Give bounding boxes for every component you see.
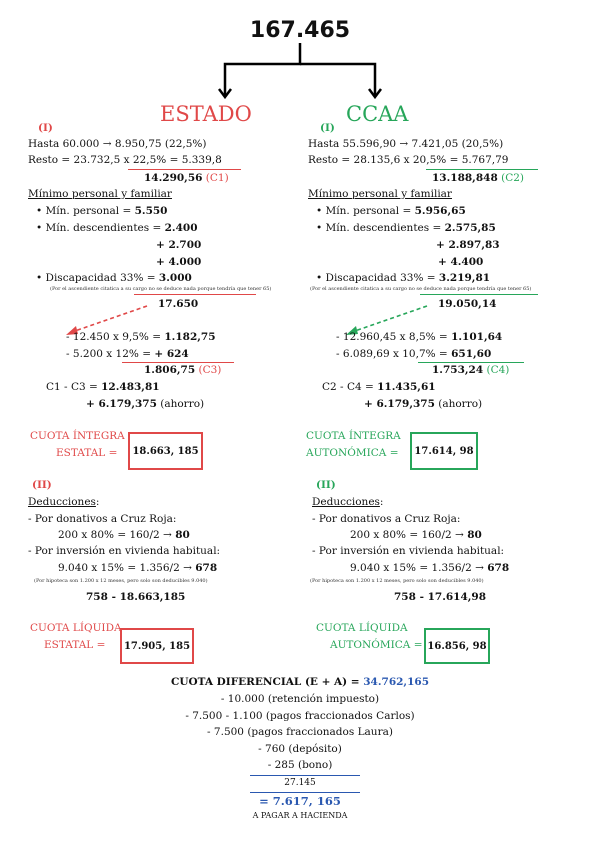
ccaa-vivienda-calc [350, 562, 509, 574]
estado-c3-label: (C3) [198, 364, 222, 376]
final-sum: 27.145 [284, 778, 316, 788]
estado-min-desc-value-1: 2.400 [164, 222, 198, 234]
estado-section-2: (II) [32, 479, 52, 491]
estado-c3 [144, 364, 221, 376]
ccaa-cuota-integra-label-2: AUTONÓMICA = [306, 447, 399, 459]
estado-cuota-liquida-label-2: ESTATAL = [44, 639, 106, 651]
ccaa-cuota-liquida-value: 16.856, 98 [427, 640, 487, 652]
final-result-prefix: = [259, 794, 273, 808]
ccaa-min-desc-value-2: + 2.897,83 [436, 239, 500, 251]
ccaa-diff-value: 11.435,61 [377, 381, 436, 393]
ccaa-discap-label: Discapacidad 33% = [325, 272, 439, 284]
estado-ahorro-label: (ahorro) [156, 398, 205, 410]
ccaa-calc-1 [336, 331, 502, 343]
ccaa-discapacidad: • Discapacidad 33% = 3.219,81 [316, 272, 491, 284]
ccaa-c4-value: 1.753,24 [432, 364, 484, 376]
ccaa-donativos-expr: 200 x 80% = 160/2 → [350, 529, 468, 541]
total-amount: 167.465 [249, 18, 351, 43]
estado-cuota-integra-value: 18.663, 185 [132, 445, 199, 457]
estado-donativos-expr: 200 x 80% = 160/2 → [58, 529, 176, 541]
estado-deducciones: Deducciones: [28, 496, 100, 508]
estado-discapacidad: • Discapacidad 33% = 3.000 [36, 272, 192, 284]
ccaa-note: (Por el ascendiente citatica a su cargo no se deduce nada porque tendría que tener 65) [310, 286, 532, 292]
final-sum-rule-bottom [250, 792, 360, 793]
final-line-3: - 7.500 (pagos fraccionados Laura) [207, 726, 393, 738]
estado-ahorro [86, 398, 204, 410]
estado-min-personal: • Mín. personal = 5.550 [36, 205, 168, 217]
ccaa-min-desc: • Mín. descendientes = 2.575,85 [316, 222, 496, 234]
ccaa-cuota-liquida-label-2: AUTONÓMICA = [330, 639, 423, 651]
ccaa-resta: 758 - 17.614,98 [394, 591, 487, 603]
ccaa-cuota-integra-label-1: CUOTA ÍNTEGRA [306, 430, 401, 442]
estado-calc-1 [66, 331, 216, 343]
ccaa-c4 [432, 364, 509, 376]
estado-c3-rule [122, 362, 234, 363]
estado-min-desc-label: Mín. descendientes = [45, 222, 165, 234]
ccaa-diff [322, 381, 436, 393]
final-result [0, 794, 600, 808]
ccaa-donativos: - Por donativos a Cruz Roja: [312, 513, 461, 525]
ccaa-tramo-1: Hasta 55.596,90 → 7.421,05 (20,5%) [308, 138, 504, 150]
estado-calc-2-value: + 624 [154, 348, 189, 360]
ccaa-section-1: (I) [320, 122, 335, 134]
ccaa-ahorro-value: + 6.179,375 [364, 398, 435, 410]
ccaa-hipoteca-note: (Por hipoteca son 1.200 x 12 meses, pero solo son deducibles 9.040) [310, 578, 484, 584]
ccaa-minimo-rule [420, 294, 538, 295]
cuota-diferencial-value: 34.762,165 [363, 676, 430, 688]
ccaa-minimo-title: Mínimo personal y familiar [308, 188, 452, 200]
ccaa-total-minimo: 19.050,14 [438, 298, 497, 310]
estado-subtotal-value: 14.290,56 [144, 172, 203, 184]
ccaa-ahorro-label: (ahorro) [434, 398, 483, 410]
estado-cuota-integra-label-1: CUOTA ÍNTEGRA [30, 430, 125, 442]
ccaa-section-2: (II) [316, 479, 336, 491]
ccaa-discap-value: 3.219,81 [438, 272, 491, 284]
ccaa-calc-1-expr: - 12.960,45 x 8,5% = [336, 331, 452, 343]
ccaa-min-desc-value-1: 2.575,85 [444, 222, 496, 234]
estado-donativos-value: 80 [175, 529, 190, 541]
estado-discap-value: 3.000 [158, 272, 192, 284]
ccaa-diff-label: C2 - C4 = [322, 381, 378, 393]
estado-cuota-liquida-box [120, 628, 194, 664]
estado-vivienda-expr: 9.040 x 15% = 1.356/2 → [58, 562, 196, 574]
estado-ahorro-value: + 6.179,375 [86, 398, 157, 410]
estado-minimo-title: Mínimo personal y familiar [28, 188, 172, 200]
estado-calc-1-value: 1.182,75 [164, 331, 216, 343]
ccaa-calc-2-value: 651,60 [451, 348, 492, 360]
estado-vivienda-value: 678 [195, 562, 218, 574]
estado-min-desc: • Mín. descendientes = 2.400 [36, 222, 198, 234]
estado-subtotal-rule [128, 169, 241, 170]
final-line-5: - 285 (bono) [267, 759, 333, 771]
ccaa-subtotal-rule [426, 169, 538, 170]
ccaa-vivienda-expr: 9.040 x 15% = 1.356/2 → [350, 562, 488, 574]
estado-subtotal [144, 172, 229, 184]
ccaa-calc-2 [336, 348, 491, 360]
ccaa-subtotal-value: 13.188,848 [432, 172, 498, 184]
estado-diff [46, 381, 160, 393]
final-result-value: 7.617, 165 [272, 794, 341, 808]
estado-deducciones-title: Deducciones [28, 496, 96, 508]
estado-c1-label: (C1) [205, 172, 229, 184]
estado-calc-1-expr: - 12.450 x 9,5% = [66, 331, 165, 343]
estado-resta: 758 - 18.663,185 [86, 591, 186, 603]
ccaa-cuota-integra-value: 17.614, 98 [414, 445, 474, 457]
ccaa-cuota-liquida-label-1: CUOTA LÍQUIDA [316, 622, 408, 634]
estado-vivienda: - Por inversión en vivienda habitual: [28, 545, 221, 557]
final-line-1: - 10.000 (retención impuesto) [220, 693, 380, 705]
estado-discap-label: Discapacidad 33% = [45, 272, 159, 284]
final-footer: A PAGAR A HACIENDA [252, 811, 348, 820]
estado-donativos-calc [58, 529, 190, 541]
ccaa-min-personal-value: 5.956,65 [414, 205, 466, 217]
estado-min-personal-value: 5.550 [134, 205, 168, 217]
ccaa-deducciones: Deducciones: [312, 496, 384, 508]
ccaa-c2-label: (C2) [501, 172, 525, 184]
estado-c3-value: 1.806,75 [144, 364, 196, 376]
estado-note: (Por el ascendiente citatica a su cargo no se deduce nada porque tendría que tener 65) [50, 286, 272, 292]
estado-section-1: (I) [38, 122, 53, 134]
ccaa-donativos-value: 80 [467, 529, 482, 541]
estado-diff-value: 12.483,81 [101, 381, 160, 393]
ccaa-min-desc-label: Mín. descendientes = [325, 222, 445, 234]
ccaa-title: CCAA [346, 102, 409, 126]
estado-hipoteca-note: (Por hipoteca son 1.200 x 12 meses, pero solo son deducibles 9.040) [34, 578, 208, 584]
ccaa-vivienda-value: 678 [487, 562, 510, 574]
ccaa-cuota-integra-box [410, 432, 478, 470]
ccaa-calc-2-expr: - 6.089,69 x 10,7% = [336, 348, 452, 360]
ccaa-deducciones-title: Deducciones [312, 496, 380, 508]
final-line-2: - 7.500 - 1.100 (pagos fraccionados Carlos) [185, 710, 415, 722]
final-sum-rule-top [250, 775, 360, 776]
ccaa-vivienda: - Por inversión en vivienda habitual: [312, 545, 505, 557]
ccaa-calc-1-value: 1.101,64 [451, 331, 503, 343]
ccaa-min-personal-label: Mín. personal = [325, 205, 415, 217]
cuota-diferencial [0, 676, 600, 688]
estado-tramo-1: Hasta 60.000 → 8.950,75 (22,5%) [28, 138, 207, 150]
ccaa-cuota-liquida-box [424, 628, 490, 664]
cuota-diferencial-label: CUOTA DIFERENCIAL (E + A) = [170, 676, 364, 688]
ccaa-subtotal [432, 172, 524, 184]
estado-cuota-liquida-value: 17.905, 185 [123, 640, 191, 652]
estado-cuota-integra-label-2: ESTATAL = [56, 447, 118, 459]
estado-title: ESTADO [160, 102, 252, 126]
estado-total-minimo: 17.650 [158, 298, 199, 310]
split-arrows [0, 0, 600, 110]
estado-tramo-2: Resto = 23.732,5 x 22,5% = 5.339,8 [28, 154, 222, 166]
ccaa-min-personal: • Mín. personal = 5.956,65 [316, 205, 466, 217]
final-line-4: - 760 (depósito) [258, 743, 342, 755]
ccaa-c4-label: (C4) [486, 364, 510, 376]
ccaa-ahorro [364, 398, 482, 410]
estado-calc-2-expr: - 5.200 x 12% = [66, 348, 155, 360]
estado-vivienda-calc [58, 562, 217, 574]
estado-diff-label: C1 - C3 = [46, 381, 102, 393]
estado-minimo-rule [134, 294, 256, 295]
estado-cuota-liquida-label-1: CUOTA LÍQUIDA [30, 622, 122, 634]
estado-min-personal-label: Mín. personal = [45, 205, 135, 217]
estado-donativos: - Por donativos a Cruz Roja: [28, 513, 177, 525]
estado-min-desc-value-2: + 2.700 [156, 239, 202, 251]
ccaa-min-desc-value-3: + 4.400 [438, 256, 484, 268]
estado-cuota-integra-box [128, 432, 203, 470]
ccaa-tramo-2: Resto = 28.135,6 x 20,5% = 5.767,79 [308, 154, 509, 166]
ccaa-donativos-calc [350, 529, 482, 541]
estado-calc-2 [66, 348, 189, 360]
estado-min-desc-value-3: + 4.000 [156, 256, 202, 268]
ccaa-c4-rule [418, 362, 524, 363]
